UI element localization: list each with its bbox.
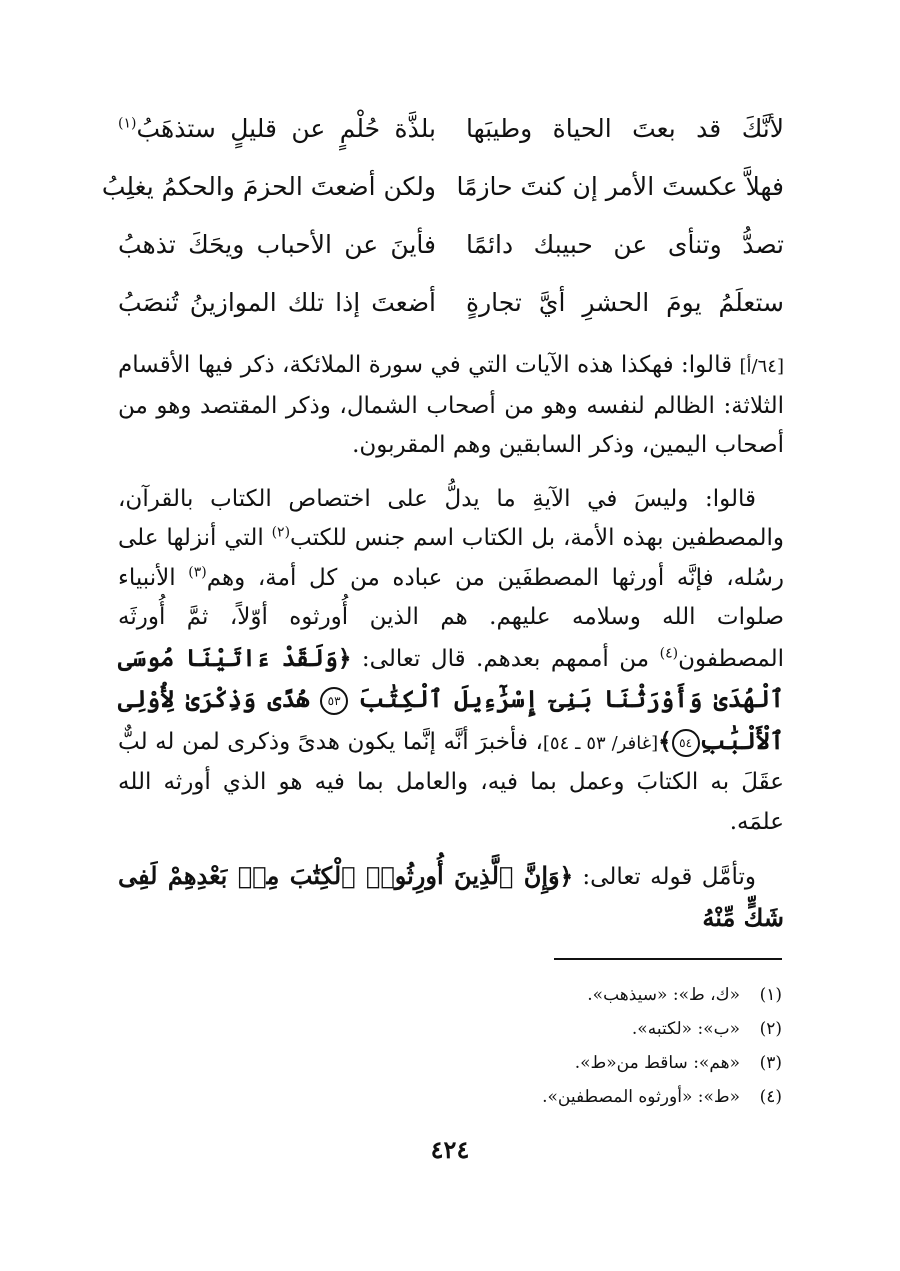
verse-second-hemistich: ولكن أضعتَ الحزمَ والحكمُ يغلِبُ [101,172,436,201]
ayah-number-marker: ٥٤ [672,729,700,757]
footnote-marker: (٣) [188,563,207,580]
verse [118,100,784,158]
verse [101,158,784,216]
paragraph-text: قالوا: وليسَ في الآيةِ ما يدلُّ على اختصاص الكتاب بالقرآن، والمصطفين بهذه الأمة، بل الكتاب اسم جنس للكتب [118,485,784,551]
paragraph-sections-summary [118,346,784,466]
manuscript-folio-ref: [٦٤/أ] [739,356,784,377]
verse-second-text: بلذَّة حُلْمٍ عن قليلٍ ستذهَبُ [136,114,436,143]
footnote-item [382,1046,782,1080]
verse-second-hemistich [118,100,436,158]
footnote-number: (٣) [759,1053,782,1073]
quran-verse: وَلَقَدْ ءَاتَيْنَا مُوسَى ٱلْهُدَىٰ وَأَوْرَثْنَا بَنِىٓ إِسْرَٰٓءِيلَ ٱلْكِتَٰبَ [118,642,785,713]
paragraph-text: وتأمَّل قوله تعالى: [573,864,756,890]
verse-second-hemistich: فأينَ عن الأحباب ويحَكَ تذهبُ [118,230,436,259]
paragraph-text: من أممهم بعدهم. قال تعالى: [351,645,660,672]
surah-reference: [غافر/ ٥٣ ـ ٥٤] [542,732,659,754]
footnote-marker: (٢) [271,524,291,541]
verse-first-hemistich: تصدُّ وتنأى عن حبيبك دائمًا [466,230,784,259]
verse [118,216,784,274]
poem [101,100,784,332]
footnote-number: (٢) [759,1019,782,1039]
verse-first-hemistich: فهلاَّ عكستَ الأمر إن كنتَ حازمًا [456,172,784,201]
footnote-item [382,1012,782,1046]
footnote-number: (١) [759,985,782,1005]
paragraph-contemplate [118,856,784,939]
footnote-item [382,1080,782,1114]
footnote-marker: (١) [118,115,137,132]
ayah-number-marker: ٥٣ [320,687,348,715]
footnote-number: (٤) [759,1087,782,1107]
footnote-text: «ب»: «لكتبه». [631,1019,740,1039]
quran-close-bracket: ﴾ [658,727,672,755]
paragraph-inheritance [118,480,784,843]
footnote-divider [554,958,782,960]
page-number: ٤٢٤ [430,1135,470,1164]
page-body [101,100,785,939]
quran-verse: وَإِنَّ ٱلَّذِينَ أُورِثُوا۟ ٱلْكِتَٰبَ مِنۢ بَعْدِهِمْ لَفِى شَكٍّ مِّنْهُ [118,861,784,932]
footnote-text: «هم»: ساقط من«ط». [574,1053,740,1073]
paragraph-text: قالوا: فهكذا هذه الآيات التي في سورة الملائكة، ذكر فيها الأقسام الثلاثة: الظالم لنفسه وهو من أصحاب الشمال، وذكر المقتصد وهو من أصحاب اليمين، وذكر السابقين وهم المقربون. [118,352,784,458]
footnotes [382,978,782,1114]
verse [118,274,784,332]
paragraph-text: الأنبياء صلوات الله وسلامه عليهم. هم الذين أُورثوه أوّلاً، ثمَّ أُورثَه المصطفون [118,564,784,672]
verse-second-hemistich: أضعتَ إذا تلك الموازينُ تُنصَبُ [118,288,436,317]
quran-open-bracket: ﴿ [559,863,574,890]
footnote-text: «ك، ط»: «سيذهب». [587,985,740,1005]
footnote-text: «ط»: «أورثوه المصطفين». [542,1087,740,1107]
footnote-item [382,978,782,1012]
paragraph-text: التي أنزلها على رسُله، فإنَّه أورثها المصطفَين من عباده من كل أمة، وهم [118,525,784,591]
quran-verse: هُدًى وَذِكْرَىٰ لِأُوْلِى ٱلْأَلْبَٰبِ [118,684,784,755]
paragraph-text: ، فأخبرَ أنَّه إنَّما يكون هدىً وذكرى لمن له لبٌّ عقَلَ به الكتابَ وعمل بما فيه، والعامل بما فيه هو الذي أورثه الله علمَه. [118,728,784,835]
quran-open-bracket: ﴿ [337,644,352,672]
verse-first-hemistich: لأنَّكَ قد بعتَ الحياة وطيبَها [466,114,784,143]
footnote-marker: (٤) [659,644,679,661]
verse-first-hemistich: ستعلَمُ يومَ الحشرِ أيَّ تجارةٍ [466,288,784,317]
